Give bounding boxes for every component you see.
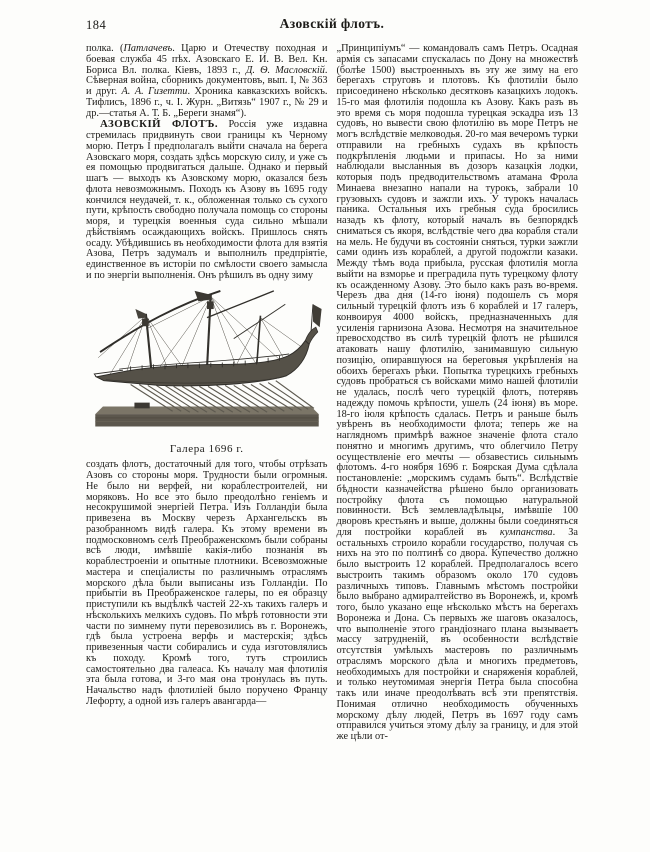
bibliography-text: . Царю и Отечеству походная и боевая служба 45 пѣх. Азовскаго Е. И. В. Вел. Кн. Бориса Вл. полка. Кіевъ, 1893 г., [86, 43, 328, 76]
bibliography-author-italic: Патлачевъ [123, 43, 173, 54]
galley-engraving-illustration [91, 289, 323, 437]
bibliography-author-italic: А. А. Гизетти [121, 86, 188, 97]
bibliography-text: . Сѣверная война, сборникъ документовъ, вып. I, № 363 и друг. [86, 64, 328, 97]
article-continuation-paragraph: создать флотъ, достаточный для того, чтобы отрѣзать Азовъ со стороны моря. Трудности были огромныя. Не было ни верфей, ни кораблестроителей, ни моряковъ. Но все это было преодолѣно геніемъ и несокрушимой энергіей Петра. Изъ Голландіи была привезена въ Москву черезъ Архангельскъ въ разобранномъ видѣ галера. Къ этому времени въ подмосковномъ селѣ Преображенскомъ были собраны всѣ люди, имѣвшіе какія-либо познанія въ кораблестроеніи и опытные плотники. Всевозможные мастера и спеціалисты по различнымъ отраслямъ морского дѣла были выписаны изъ Голландіи. По прибытіи въ Преображенское галеры, по ея образцу приступили къ выдѣлкѣ частей 22-хъ такихъ галеръ и нѣсколькихъ мелкихъ судовъ. По мѣрѣ готовности эти части по зимнему пути перевозились въ г. Воронежъ, гдѣ была устроена верфь и мастерскія; здѣсь привезенныя части собирались и суда изготовлялись къ походу. Кромѣ того, тутъ строились самостоятельно два галеаса. Къ началу мая флотилія эта была готова, и 3-го мая она тронулась въ путь. Начальство надъ флотиліей было поручено Францу Лефорту, а одной изъ галеръ авангарда— [86, 459, 328, 707]
column-right [337, 44, 579, 743]
article-intro-text: Россія уже издавна стремилась придвинуть свои границы къ Черному морю. Петръ I предполагалъ выйти сначала на берега Азовскаго моря, создать здѣсь морскую силу, и уже съ ея помощью продвигаться дальше. Однако и первый шагъ — выходъ къ Азовскому морю, оказался безъ флота невозможнымъ. Походъ къ Азову въ 1695 году кончился неудачей, т. к., обложенная только съ сухого пути, крѣпость свободно получала помощь со стороны моря, и турецкія военныя суда сильно мѣшали дѣйствіямъ осаждающихъ войскъ. Пришлось снять осаду. Убѣдившись въ необходимости флота для взятія Азова, Петръ задумалъ и выполнилъ предпріятіе, единственное въ исторіи по смѣлости своего замысла и по энергіи выполненія. Онъ рѣшилъ въ одну зиму [86, 119, 328, 281]
article-italic-term: кумпанства [499, 526, 553, 538]
article-right-column-paragraph [337, 44, 579, 743]
page-header [86, 14, 578, 36]
column-left [86, 44, 328, 743]
figure-caption: Галера 1696 г. [169, 442, 244, 455]
article-right-text: „Принципіумъ“ — командовалъ самъ Петръ. Осадная армія съ запасами спускалась по Дону на множествѣ (болѣе 1500) выстроенныхъ въ эту же зиму на его берегахъ струговъ и плотовъ. Къ флотиліи было присоединено нѣсколько десятковъ казацкихъ лодокъ. 15-го мая флотилія подошла къ Азову. Какъ разъ въ это время съ моря подошла турецкая эскадра изъ 13 судовъ, но вывести свою флотилію въ море Петръ не могъ вслѣдствіе мелководья. 20-го мая вечеромъ турки отправили на гребныхъ судахъ въ крѣпость подкрѣпленія людьми и припасы. Но за ними наблюдали высланныя въ дозоръ казацкія лодки, которыя подъ предводительствомъ атамана Фрола Минаева внезапно напали на турокъ, забрали 10 грузовыхъ судовъ и зажгли ихъ. У турокъ началась паника. Остальныя ихъ гребныя суда бросились назадъ къ флоту, который началъ въ безпорядкѣ сниматься съ якоря, вслѣдствіе чего два корабля стали на мель. Не будучи въ состояніи сняться, турки зажгли сами одинъ изъ кораблей, а другой подожгли казаки. Между тѣмъ вода прибыла, русская флотилія могла выйти на взморье и преградила путь турецкому флоту къ осажденному Азову. Это было какъ разъ во-время. Черезъ два дня (14-го іюня) подошелъ съ моря сильный турецкій флотъ изъ 6 кораблей и 17 галеръ, конвоируя 4000 войскъ, предназначенныхъ для усиленія гарнизона Азова. Несмотря на значительное превосходство въ силѣ турецкій флотъ не рѣшился атаковать нашу флотилію, занимавшую сильную позицію, опиравшуюся на береговыя укрѣпленія на обоихъ берегахъ рѣки. Попытка турецкихъ гребныхъ судовъ пробраться съ войсками мимо нашей флотиліи не удалась, послѣ чего турецкій флотъ, потерявъ надежду помочь крѣпости, ушелъ (24 іюня) въ море. 18-го іюля крѣпость сдалась. Петръ и раньше былъ увѣренъ въ необходимости флота; теперь же на наглядномъ примѣрѣ важное значеніе флота стало понятно и многимъ другимъ, что облегчило Петру осуществленіе его мечты — обзавестись сильнымъ флотомъ. 4-го ноября 1696 г. Боярская Дума сдѣлала постановленіе: „морскимъ судамъ быть“. Вслѣдствіе бѣдности казначейства рѣшено было организовать постройку флота съ помощью натуральной повинности. Всѣ землевладѣльцы, имѣвшіе 100 дворовъ крестьянъ и выше, должны были соединяться для постройки кораблей въ [336, 43, 578, 538]
running-title: Азовскій флотъ. [279, 16, 385, 31]
bibliography-paragraph [86, 44, 328, 119]
article-headword: АЗОВСКІЙ ФЛОТЪ. [100, 118, 219, 131]
article-start-paragraph [86, 119, 328, 281]
bibliography-text: . Хроника кавказскихъ войскъ. Тифлисъ, 1896 г., ч. I. Журн. „Витязь“ 1907 г., № 29 и др.—статья А. Т. Б. „Береги знамя“). [86, 86, 328, 119]
article-right-text: . За остальныхъ строило корабли государство, получая съ нихъ на это по полтинѣ со двора. Купечество должно было выстроить 12 кораблей. Предполагалось всего выстроить такимъ образомъ около 170 судовъ различныхъ типовъ. Главнымъ мѣстомъ постройки было выбрано адмиралтейство въ Воронежѣ, и, кромѣ того, было указано еще нѣсколько мѣстъ на берегахъ Воронежа и Дона. Съ первыхъ же шаговъ оказалось, что выполненіе этого грандіознаго плана вызываетъ массу затрудненій, въ особенности вслѣдствіе отсутствія умѣлыхъ мастеровъ по различнымъ отраслямъ морского дѣла и многихъ предметовъ, необходимыхъ для постройки и снаряженія кораблей, и только неутомимая энергія Петра была способна такъ или иначе преодолѣвать всѣ эти препятствія. Понимая отлично необходимость обученныхъ морскому дѣлу людей, Петръ въ 1697 году самъ отправился учиться этому дѣлу за границу, и для этой же цѣли от- [336, 526, 578, 742]
bibliography-author-italic: Д. Ѳ. Масловскій [245, 64, 325, 76]
page-number: 184 [86, 18, 107, 32]
galley-figure [86, 289, 328, 455]
two-column-text-block [86, 44, 578, 743]
bibliography-text: полка. ( [86, 43, 124, 54]
